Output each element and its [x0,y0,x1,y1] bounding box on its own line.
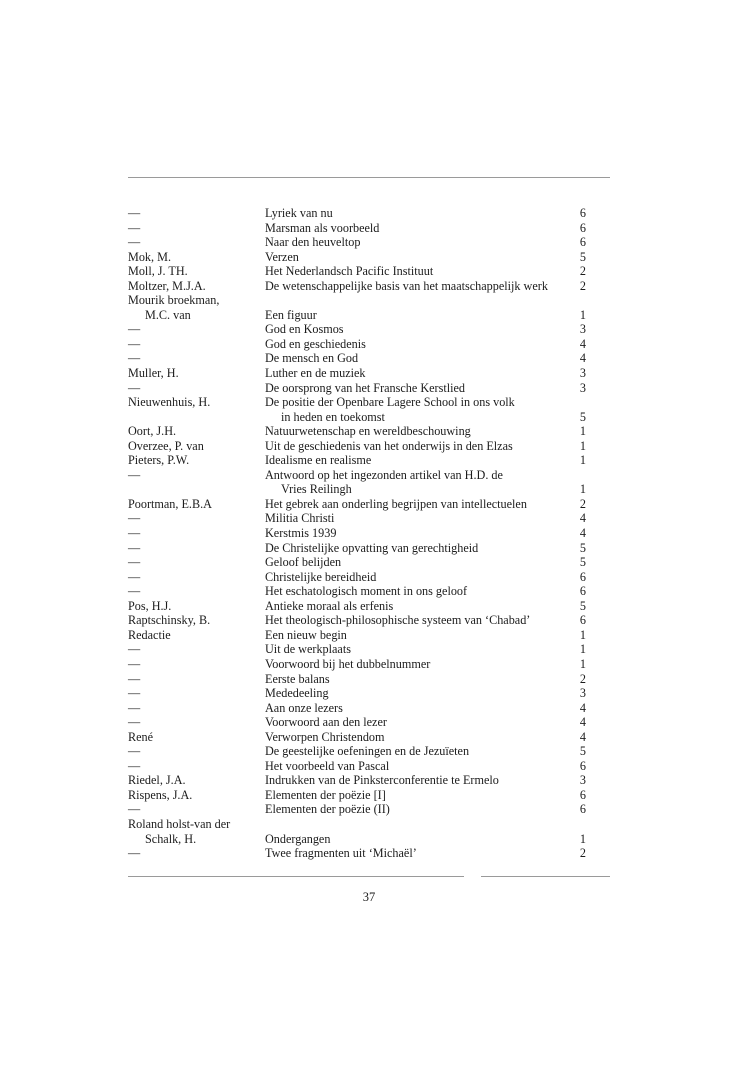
entry-author: Rispens, J.A. [128,787,193,802]
entry-title: Elementen der poëzie (II) [265,802,390,817]
entry-issue-number: 6 [579,802,586,817]
entry-title: Het theologisch-philosophische systeem van ‘Chabad’ [265,613,531,628]
entry-author: — [128,540,141,555]
index-entry [128,424,586,439]
entry-issue-number: 5 [579,598,586,613]
entry-title: Het Nederlandsch Pacific Instituut [265,264,434,279]
entry-issue-number: 6 [579,584,586,599]
entry-author: Mourik broekman, [128,293,220,308]
index-entry [128,439,586,454]
index-entry [128,802,586,817]
entry-issue-number: 5 [579,409,586,424]
entry-issue-number: 1 [579,831,586,846]
index-list [128,206,586,861]
entry-title: De Christelijke opvatting van gerechtigheid [265,540,479,555]
entry-issue-number: 4 [579,336,586,351]
entry-title: Luther en de muziek [265,366,366,381]
entry-issue-number: 4 [579,351,586,366]
index-entry [128,846,586,861]
entry-title: in heden en toekomst [281,409,385,424]
bottom-rule-left [128,876,464,877]
entry-issue-number: 2 [579,671,586,686]
entry-title: Militia Christi [265,511,335,526]
entry-title: Idealisme en realisme [265,453,372,468]
entry-author: Oort, J.H. [128,424,177,439]
entry-title: Het gebrek aan onderling begrijpen van intellectuelen [265,496,527,511]
entry-issue-number: 6 [579,235,586,250]
entry-issue-number: 3 [579,322,586,337]
entry-issue-number: 1 [579,438,586,453]
entry-author: — [128,336,141,351]
index-entry [128,366,586,381]
entry-title: De wetenschappelijke basis van het maatschappelijk werk [265,278,548,293]
entry-author: Mok, M. [128,249,172,264]
entry-issue-number: 3 [579,773,586,788]
index-entry [128,584,586,599]
index-entry [128,657,586,672]
entry-author: — [128,744,141,759]
index-entry [128,672,586,687]
entry-author: — [128,802,141,817]
entry-author: — [128,569,141,584]
index-entry [128,642,586,657]
entry-title: Naar den heuveltop [265,235,361,250]
entry-title: Twee fragmenten uit ‘Michaël’ [265,846,417,861]
entry-author: Redactie [128,627,171,642]
entry-issue-number: 5 [579,249,586,264]
index-entry [128,570,586,585]
entry-title: God en geschiedenis [265,336,366,351]
index-entry [128,351,586,366]
entry-issue-number: 1 [579,642,586,657]
entry-title: De positie der Openbare Lagere School in ons volk [265,395,515,410]
entry-issue-number: 6 [579,787,586,802]
entry-issue-number: 1 [579,424,586,439]
entry-author: Overzee, P. van [128,438,204,453]
entry-title: Kerstmis 1939 [265,526,337,541]
entry-author: — [128,235,141,250]
index-entry [128,453,586,468]
index-entry [128,773,586,788]
entry-author: Roland holst-van der [128,816,231,831]
entry-issue-number: 2 [579,278,586,293]
entry-title: God en Kosmos [265,322,344,337]
entry-author: Moltzer, M.J.A. [128,278,206,293]
entry-title: Een figuur [265,307,317,322]
entry-title: Vries Reilingh [281,482,352,497]
entry-title: Antieke moraal als erfenis [265,598,394,613]
index-entry [128,511,586,526]
entry-issue-number: 6 [579,613,586,628]
entry-title: Uit de werkplaats [265,642,351,657]
index-entry [128,701,586,716]
entry-issue-number: 1 [579,307,586,322]
index-entry [128,628,586,643]
index-entry [128,264,586,279]
entry-author: Nieuwenhuis, H. [128,395,211,410]
entry-title: Voorwoord aan den lezer [265,715,387,730]
index-entry [128,730,586,745]
entry-issue-number: 3 [579,366,586,381]
entry-title: Verzen [265,249,299,264]
index-entry [128,526,586,541]
entry-title: Lyriek van nu [265,206,333,220]
entry-author: Pieters, P.W. [128,453,190,468]
entry-author: Moll, J. TH. [128,264,188,279]
entry-issue-number: 5 [579,744,586,759]
index-entry [128,541,586,556]
entry-issue-number: 5 [579,555,586,570]
entry-author: M.C. van [145,307,191,322]
index-entry [128,497,586,512]
page-number: 37 [362,890,376,904]
entry-title: De oorsprong van het Fransche Kerstlied [265,380,466,395]
entry-title: Verworpen Christendom [265,729,385,744]
entry-author: Raptschinsky, B. [128,613,211,628]
index-entry [128,817,586,832]
entry-author: — [128,220,141,235]
entry-issue-number: 6 [579,206,586,220]
entry-issue-number: 6 [579,220,586,235]
entry-issue-number: 2 [579,264,586,279]
index-entry [128,395,586,410]
entry-author: — [128,846,141,861]
entry-title: Mededeeling [265,686,329,701]
entry-issue-number: 4 [579,511,586,526]
entry-author: Pos, H.J. [128,598,172,613]
entry-author: Riedel, J.A. [128,773,186,788]
entry-author: — [128,467,141,482]
entry-title: Voorwoord bij het dubbelnummer [265,656,431,671]
index-entry [128,468,586,483]
index-entry [128,221,586,236]
index-entry [128,555,586,570]
index-entry [128,337,586,352]
entry-author: — [128,584,141,599]
entry-issue-number: 2 [579,846,586,861]
entry-author: René [128,729,154,744]
entry-title: Indrukken van de Pinksterconferentie te Ermelo [265,773,499,788]
entry-title: Uit de geschiedenis van het onderwijs in den Elzas [265,438,513,453]
index-entry [128,206,586,221]
index-entry [128,715,586,730]
entry-author: Schalk, H. [145,831,197,846]
entry-title: Ondergangen [265,831,331,846]
index-entry [128,381,586,396]
index-entry [128,322,586,337]
entry-author: — [128,511,141,526]
entry-author: Muller, H. [128,366,179,381]
entry-author: — [128,322,141,337]
entry-author: — [128,555,141,570]
entry-issue-number: 5 [579,540,586,555]
entry-issue-number: 1 [579,453,586,468]
entry-title: De mensch en God [265,351,359,366]
entry-title: Geloof belijden [265,555,342,570]
entry-title: Natuurwetenschap en wereldbeschouwing [265,424,471,439]
index-entry [128,235,586,250]
index-entry [128,293,586,308]
entry-author: — [128,686,141,701]
entry-author: — [128,642,141,657]
entry-author: — [128,758,141,773]
entry-title: Marsman als voorbeeld [265,220,380,235]
index-entry [128,599,586,614]
entry-author: — [128,351,141,366]
top-rule [128,177,610,178]
entry-issue-number: 4 [579,729,586,744]
index-entry [128,308,586,323]
entry-issue-number: 6 [579,758,586,773]
entry-title: Elementen der poëzie [I] [265,787,386,802]
index-entry [128,744,586,759]
entry-author: — [128,715,141,730]
entry-author: — [128,380,141,395]
entry-title: De geestelijke oefeningen en de Jezuïeten [265,744,470,759]
index-entry [128,832,586,847]
entry-author: — [128,526,141,541]
index-entry [128,759,586,774]
entry-issue-number: 4 [579,526,586,541]
entry-title: Het voorbeeld van Pascal [265,758,390,773]
bottom-rule-right [481,876,610,877]
entry-issue-number: 1 [579,482,586,497]
entry-issue-number: 2 [579,496,586,511]
entry-issue-number: 3 [579,686,586,701]
entry-issue-number: 1 [579,656,586,671]
entry-title: Eerste balans [265,671,330,686]
index-entry [128,250,586,265]
entry-title: Christelijke bereidheid [265,569,377,584]
entry-issue-number: 4 [579,715,586,730]
entry-issue-number: 4 [579,700,586,715]
entry-issue-number: 6 [579,569,586,584]
entry-issue-number: 3 [579,380,586,395]
index-entry [128,686,586,701]
entry-author: — [128,671,141,686]
entry-title: Het eschatologisch moment in ons geloof [265,584,468,599]
entry-issue-number: 1 [579,627,586,642]
entry-author: — [128,700,141,715]
entry-title: Een nieuw begin [265,627,347,642]
entry-title: Aan onze lezers [265,700,343,715]
index-entry [128,279,586,294]
index-entry [128,482,586,497]
entry-author: — [128,206,141,220]
entry-title: Antwoord op het ingezonden artikel van H.D. de [265,467,503,482]
index-entry [128,613,586,628]
index-entry [128,410,586,425]
entry-author: Poortman, E.B.A [128,496,212,511]
index-entry [128,788,586,803]
entry-author: — [128,656,141,671]
